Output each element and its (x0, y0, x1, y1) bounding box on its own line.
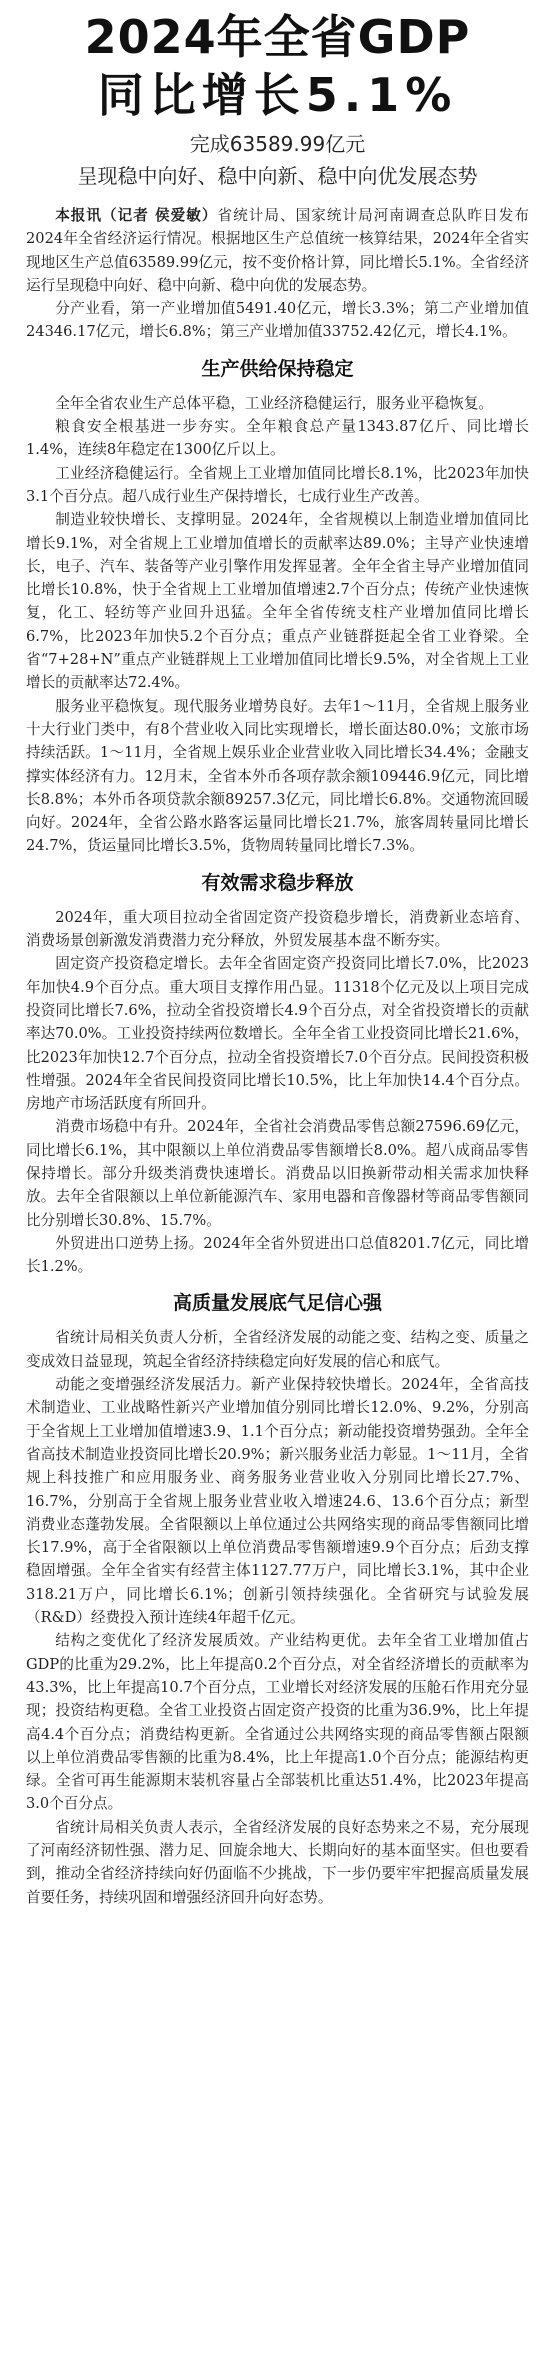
section-title: 高质量发展底气足信心强 (172, 1292, 382, 1315)
paragraph: 固定资产投资稳定增长。去年全省固定资产投资同比增长7.0%，比2023年加快4.9个百分点。重大项目支撑作用凸显。11318个亿元及以上项目完成投资同比增长7.6%，拉动全省投资增长4.9个百分点，对全省投资增长的贡献率达70.0%。工业投资持续两位数增长。全年全省工业投资同比增长21.6%，比2023年加快12.7个百分点，拉动全省投资增长7.0个百分点。民间投资积极性增强。2024年全省民间投资同比增长10.5%，比上年加快14.4个百分点。房地产市场活跃度有所回升。 (26, 955, 529, 1113)
paragraph: 消费市场稳中有升。2024年，全省社会消费品零售总额27596.69亿元，同比增长6.1%，其中限额以上单位消费品零售额增长8.0%。超八成商品零售保持增长。部分升级类消费快速增长。消费品以旧换新带动相关需求加快释放。去年全省限额以上单位新能源汽车、家用电器和音像器材等商品零售额同比分别增长30.8%、15.7%。 (26, 1118, 529, 1229)
article-body (26, 204, 529, 1909)
paragraph: 外贸进出口逆势上扬。2024年全省外贸进出口总值8201.7亿元，同比增长1.2%。 (26, 1234, 529, 1276)
lead-paragraph (26, 204, 529, 297)
section-title: 生产供给保持稳定 (201, 357, 354, 380)
byline: 本报讯（记者 侯爱敏） (55, 207, 218, 224)
paragraph: 粮食安全根基进一步夯实。全年粮食总产量1343.87亿斤、同比增长1.4%，连续8年稳定在1300亿斤以上。 (26, 418, 529, 459)
paragraph: 2024年，重大项目拉动全省固定资产投资稳步增长，消费新业态培育、消费场景创新激发消费潜力充分释放，外贸发展基本盘不断夯实。 (26, 908, 529, 950)
headline-line2: 同比增长5.1% (97, 68, 458, 122)
paragraph: 制造业较快增长、支撑明显。2024年，全省规模以上制造业增加值同比增长9.1%，对全省规上工业增加值增长的贡献率达89.0%；主导产业快速增长，电子、汽车、装备等产业引擎作用发挥显著。全年全省主导产业增加值同比增长10.8%，快于全省规上工业增加值增速2.7个百分点；传统产业快速恢复，化工、轻纺等产业回升迅猛。全年全省传统支柱产业增加值同比增长6.7%，比2023年加快5.2个百分点；重点产业链群挺起全省工业脊梁。全省“7+28+N”重点产业链群规上工业增加值同比增长9.5%，对全省规上工业增长的贡献率达72.4%。 (26, 511, 529, 692)
paragraph: 工业经济稳健运行。全省规上工业增加值同比增长8.1%，比2023年加快3.1个百分点。超八成行业生产保持增长，七成行业生产改善。 (26, 464, 529, 505)
paragraph: 动能之变增强经济发展活力。新产业保持较快增长。2024年，全省高技术制造业、工业战略性新兴产业增加值分别同比增长12.0%、9.2%，分别高于全省规上工业增加值增速3.9、1.1个百分点；新动能投资增势强劲。全年全省高技术制造业投资同比增长20.9%；新兴服务业活力彰显。1～11月，全省规上科技推广和应用服务业、商务服务业营业收入分别同比增长27.7%、16.7%，分别高于全省规上服务业营业收入增速24.6、13.6个百分点；新型消费业态蓬勃发展。全省限额以上单位通过公共网络实现的商品零售额同比增长17.9%，高于全省限额以上单位消费品零售额增速9.9个百分点；后劲支撑稳固增强。全年全省实有经营主体1127.77万户，同比增长3.1%，其中企业318.21万户，同比增长6.1%；创新引领持续强化。全省研究与试验发展（R&D）经费投入预计连续4年超千亿元。 (26, 1376, 529, 1627)
paragraph: 全年全省农业生产总体平稳，工业经济稳健运行，服务业平稳恢复。 (55, 394, 494, 412)
paragraph: 服务业平稳恢复。现代服务业增势良好。去年1～11月，全省规上服务业十大行业门类中，有8个营业收入同比实现增长，增长面达80.0%；文旅市场持续活跃。1～11月，全省规上娱乐业企业营业收入同比增长34.4%；金融支撑实体经济有力。12月末，全省本外币各项存款余额109446.9亿元，同比增长8.8%；本外币各项贷款余额89257.3亿元，同比增长6.8%。交通物流回暖向好。2024年，全省公路水路客运量同比增长21.7%，旅客周转量同比增长24.7%，货运量同比增长3.5%，货物周转量同比增长7.3%。 (26, 697, 529, 855)
headline-line1: 2024年全省GDP (84, 10, 471, 64)
paragraph: 结构之变优化了经济发展质效。产业结构更优。去年全省工业增加值占GDP的比重为29.2%，比上年提高0.2个百分点，对全省经济增长的贡献率为43.3%，比上年提高10.7个百分点，工业增长对经济发展的压舱石作用充分显现；投资结构更稳。全省工业投资占固定资产投资的比重为36.9%，比上年提高4.4个百分点；消费结构更新。全省通过公共网络实现的商品零售额占限额以上单位消费品零售额的比重为8.4%，比上年提高1.0个百分点；能源结构更绿。全省可再生能源期末装机容量占全部装机比重达51.4%，比2023年提高3.0个百分点。 (26, 1632, 529, 1813)
paragraph: 省统计局相关负责人表示，全省经济发展的良好态势来之不易，充分展现了河南经济韧性强、潜力足、回旋余地大、长期向好的基本面坚实。但也要看到，推动全省经济持续向好仍面临不少挑战，下一步仍要牢牢把握高质量发展首要任务，持续巩固和增强经济回升向好态势。 (26, 1818, 529, 1906)
subheadline-line1: 完成63589.99亿元 (189, 132, 366, 156)
section-title: 有效需求稳步释放 (201, 871, 354, 894)
subheadline-line2: 呈现稳中向好、稳中向新、稳中向优发展态势 (77, 164, 478, 188)
paragraph: 分产业看，第一产业增加值5491.40亿元，增长3.3%；第二产业增加值24346.17亿元，增长6.8%；第三产业增加值33752.42亿元，增长4.1%。 (26, 300, 529, 341)
lead-text: 省统计局、国家统计局河南调查总队昨日发布2024年全省经济运行情况。根据地区生产总值统一核算结果，2024年全省实现地区生产总值63589.99亿元，按不变价格计算，同比增长5.1%。全省经济运行呈现稳中向好、稳中向新、稳中向优的发展态势。 (26, 207, 529, 294)
paragraph: 省统计局相关负责人分析，全省经济发展的动能之变、结构之变、质量之变成效日益显现，筑起全省经济持续稳定向好发展的信心和底气。 (26, 1329, 529, 1370)
